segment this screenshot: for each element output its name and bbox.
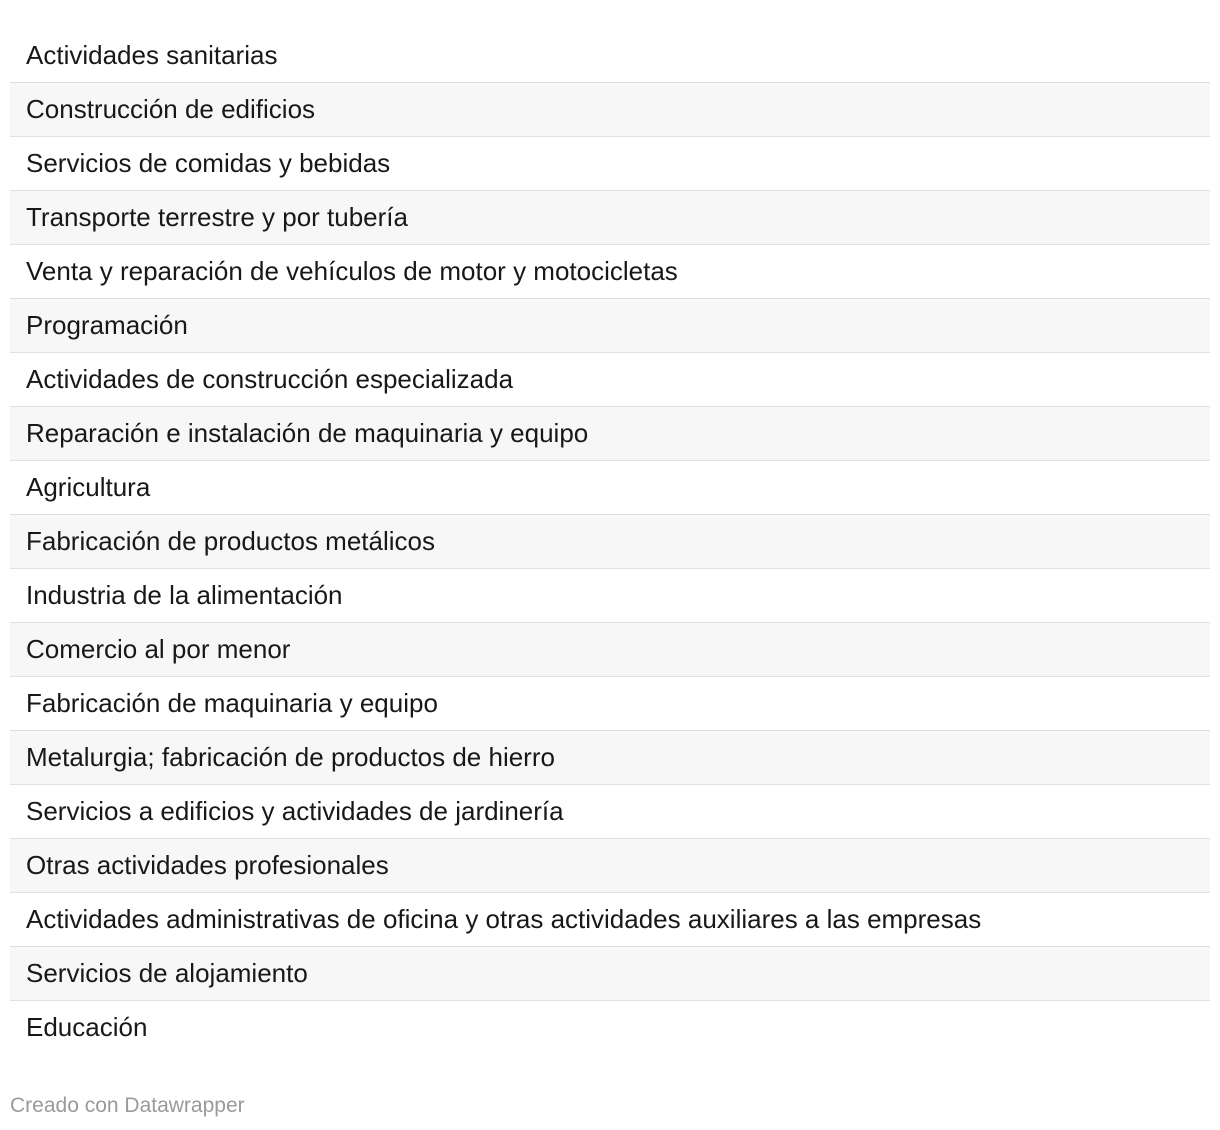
sector-table xyxy=(10,29,1210,1054)
table-row xyxy=(10,137,1210,191)
table-row xyxy=(10,947,1210,1001)
table-cell-sector: Construcción de edificios xyxy=(10,83,1210,137)
table-row xyxy=(10,299,1210,353)
table-cell-sector: Otras actividades profesionales xyxy=(10,839,1210,893)
datawrapper-credit: Creado con Datawrapper xyxy=(10,1094,245,1117)
table-row xyxy=(10,245,1210,299)
table-cell-sector: Venta y reparación de vehículos de motor y motocicletas xyxy=(10,245,1210,299)
table-row xyxy=(10,83,1210,137)
table-cell-sector: Servicios de comidas y bebidas xyxy=(10,137,1210,191)
table-row xyxy=(10,353,1210,407)
table-row xyxy=(10,461,1210,515)
table-cell-sector: Fabricación de productos metálicos xyxy=(10,515,1210,569)
table-cell-sector: Comercio al por menor xyxy=(10,623,1210,677)
table-row xyxy=(10,407,1210,461)
table-cell-sector: Servicios a edificios y actividades de jardinería xyxy=(10,785,1210,839)
sector-table-grid xyxy=(10,29,1210,1054)
table-row xyxy=(10,1001,1210,1055)
table-cell-sector: Actividades administrativas de oficina y otras actividades auxiliares a las empresas xyxy=(10,893,1210,947)
table-cell-sector: Servicios de alojamiento xyxy=(10,947,1210,1001)
table-row xyxy=(10,623,1210,677)
table-row xyxy=(10,785,1210,839)
table-row xyxy=(10,731,1210,785)
table-cell-sector: Reparación e instalación de maquinaria y equipo xyxy=(10,407,1210,461)
table-cell-sector: Metalurgia; fabricación de productos de hierro xyxy=(10,731,1210,785)
table-row xyxy=(10,29,1210,83)
table-cell-sector: Educación xyxy=(26,1012,148,1042)
table-cell-sector: Actividades de construcción especializada xyxy=(10,353,1210,407)
table-row xyxy=(10,839,1210,893)
table-cell-sector: Programación xyxy=(10,299,1210,353)
table-cell-sector: Industria de la alimentación xyxy=(10,569,1210,623)
table-row xyxy=(10,569,1210,623)
table-cell-sector: Transporte terrestre y por tubería xyxy=(10,191,1210,245)
table-cell-sector: Actividades sanitarias xyxy=(10,29,1210,83)
table-row xyxy=(10,893,1210,947)
table-cell-sector: Fabricación de maquinaria y equipo xyxy=(10,677,1210,731)
table-row xyxy=(10,191,1210,245)
table-row xyxy=(10,677,1210,731)
table-cell-sector: Agricultura xyxy=(10,461,1210,515)
table-row xyxy=(10,515,1210,569)
